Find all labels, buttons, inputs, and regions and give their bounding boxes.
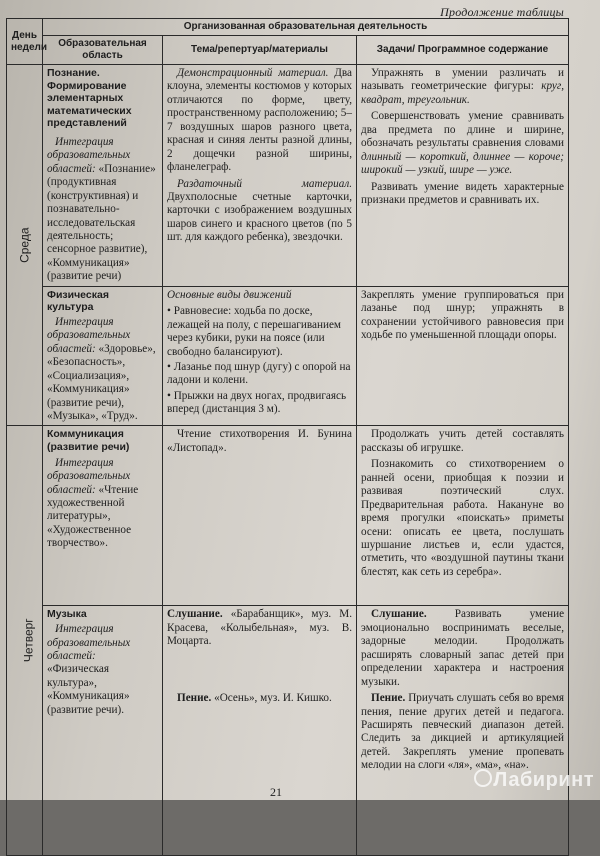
task-text: Упражнять в умении различать и называть геометрические фигуры: bbox=[361, 67, 565, 93]
day-label: Среда bbox=[17, 226, 32, 263]
task-listen-label: Слушание. bbox=[371, 608, 427, 621]
tasks-cell bbox=[357, 286, 569, 426]
theme-cell bbox=[163, 606, 357, 856]
area-title: Музыка bbox=[47, 608, 87, 621]
integration-text: «Познание» (продуктивная (конструктивная) и познавательно-исследовательская деятельность; сенсорное развитие), «Коммуникация» (развитие речи) bbox=[47, 162, 156, 283]
tasks-cell bbox=[357, 65, 569, 287]
integration-text: «Чтение художественной литературы», «Художественное творчество». bbox=[47, 483, 139, 550]
listen-label: Слушание. bbox=[167, 608, 223, 621]
task-text: Продолжать учить детей составлять рассказы об игрушке. bbox=[361, 428, 565, 454]
material-text: Двухполосные счетные карточки, карточки с изображением воздушных шаров синего и красного цветов (по 5 шт. для каждого ребенка), звездочки. bbox=[167, 190, 352, 244]
moves-list bbox=[167, 305, 352, 417]
labyrinth-logo-icon bbox=[474, 769, 492, 787]
integration-text: «Здоровье», «Безопасность», «Социализация», «Коммуникация» (развитие речи), «Музыка», «Труд». bbox=[47, 342, 156, 423]
task-text: Познакомить со стихотворением о ранней осени, приобщая к поэзии и развивая поэтический слух. Предварительная работа. Накануне во время прогулки «поискать» приметы осени: описать ее цвета, послушать шуршание листьев и, если удастся, отметить, что «воздушной паутины ткани блестят, как сеть из серебра». bbox=[361, 458, 565, 578]
day-label: Четверг bbox=[21, 618, 36, 663]
task-text: Совершенствовать умение сравнивать два предмета по длине и ширине, обозначать результаты сравнения словами bbox=[361, 110, 565, 150]
list-item: • Прыжки на двух ногах, продвигаясь вперед (дистанция 3 м). bbox=[167, 390, 352, 417]
area-cell bbox=[43, 606, 163, 856]
header-theme: Тема/репертуар/материалы bbox=[163, 36, 357, 65]
task-sing-text: Приучать слушать себя во время пения, пение других детей и педагога. Расширять певческий диапазон детей. Следить за дикцией и артикуляцией детей. Закреплять умение пропевать мелодии на слоги «ля», «ма», «на». bbox=[361, 692, 565, 772]
header-group-title: Организованная образовательная деятельность bbox=[43, 19, 569, 36]
integration-text: «Физическая культура», «Коммуникация» (развитие речи). bbox=[47, 663, 130, 716]
integration-label: Интеграция образовательных областей: bbox=[47, 315, 131, 355]
moves-label: Основные виды движений bbox=[167, 288, 292, 301]
task-text-italic: длинный — короткий, длиннее — короче; широкий — узкий, шире — уже. bbox=[361, 150, 565, 177]
area-title: Коммуникация (развитие речи) bbox=[47, 428, 130, 454]
header-area: Образовательная область bbox=[43, 36, 163, 65]
watermark-text: Лабиринт bbox=[493, 769, 594, 791]
integration-label: Интеграция образовательных областей: bbox=[47, 135, 131, 175]
list-item: • Равновесие: ходьба по доске, лежащей на полу, с перешагиванием через кубики, руки на поясе (или свободно балансируют). bbox=[167, 305, 352, 359]
header-day: День недели bbox=[7, 19, 43, 65]
task-text: Развивать умение видеть характерные признаки предметов и сравнивать их. bbox=[361, 180, 565, 206]
table-row bbox=[7, 426, 569, 606]
table-row bbox=[7, 606, 569, 856]
task-listen-text: Развивать умение эмоционально воспринимать веселые, задорные мелодии. Продолжать расширять словарный запас детей при определении характера и настроения музыки. bbox=[361, 608, 565, 688]
area-cell bbox=[43, 426, 163, 606]
integration-label: Интеграция образовательных областей: bbox=[47, 623, 131, 662]
tasks-cell bbox=[357, 426, 569, 606]
material-label: Демонстрационный материал. bbox=[177, 67, 329, 79]
page-number: 21 bbox=[270, 785, 282, 799]
theme-cell bbox=[163, 65, 357, 287]
area-title: Познание. Формирование элементарных математических представлений bbox=[47, 67, 132, 130]
continuation-note: Продолжение таблицы bbox=[440, 5, 564, 19]
list-item: • Лазанье под шнур (дугу) с опорой на ладони и колени. bbox=[167, 361, 352, 388]
area-cell bbox=[43, 65, 163, 287]
sing-text: «Осень», муз. И. Кишко. bbox=[214, 691, 332, 704]
task-text-italic: круг, квадрат, треугольник. bbox=[361, 80, 565, 106]
header-tasks: Задачи/ Программное содержание bbox=[357, 36, 569, 65]
task-sing-label: Пение. bbox=[371, 692, 406, 705]
theme-cell bbox=[163, 286, 357, 426]
table-row bbox=[7, 286, 569, 426]
area-title: Физическая культура bbox=[47, 288, 109, 314]
material-label: Раздаточный материал. bbox=[177, 177, 352, 190]
task-text: Закреплять умение группироваться при лазанье под шнур; упражнять в сохранении устойчивого равновесия при ходьбе по уменьшенной площади опоры. bbox=[361, 288, 565, 342]
listen-text: «Барабанщик», муз. М. Красева, «Колыбельная», муз. В. Моцарта. bbox=[167, 608, 352, 648]
integration-label: Интеграция образовательных областей: bbox=[47, 456, 131, 496]
material-text: Два клоуна, элементы костюмов у которых отличаются по форме, цвету, пространственному расположению; 5–7 воздушных шаров разного цвета, красная и синяя ленты разной длины, 2 дощечки разной ширины, фланелеграф. bbox=[167, 67, 352, 174]
tasks-cell bbox=[357, 606, 569, 856]
watermark-logo bbox=[474, 769, 594, 792]
day-cell-wednesday bbox=[7, 65, 43, 426]
area-cell bbox=[43, 286, 163, 426]
theme-text: Чтение стихотворения И. Бунина «Листопад». bbox=[167, 428, 352, 454]
table-row bbox=[7, 65, 569, 287]
schedule-table bbox=[6, 18, 569, 856]
day-cell-thursday bbox=[7, 426, 43, 856]
theme-cell bbox=[163, 426, 357, 606]
sing-label: Пение. bbox=[177, 691, 212, 704]
